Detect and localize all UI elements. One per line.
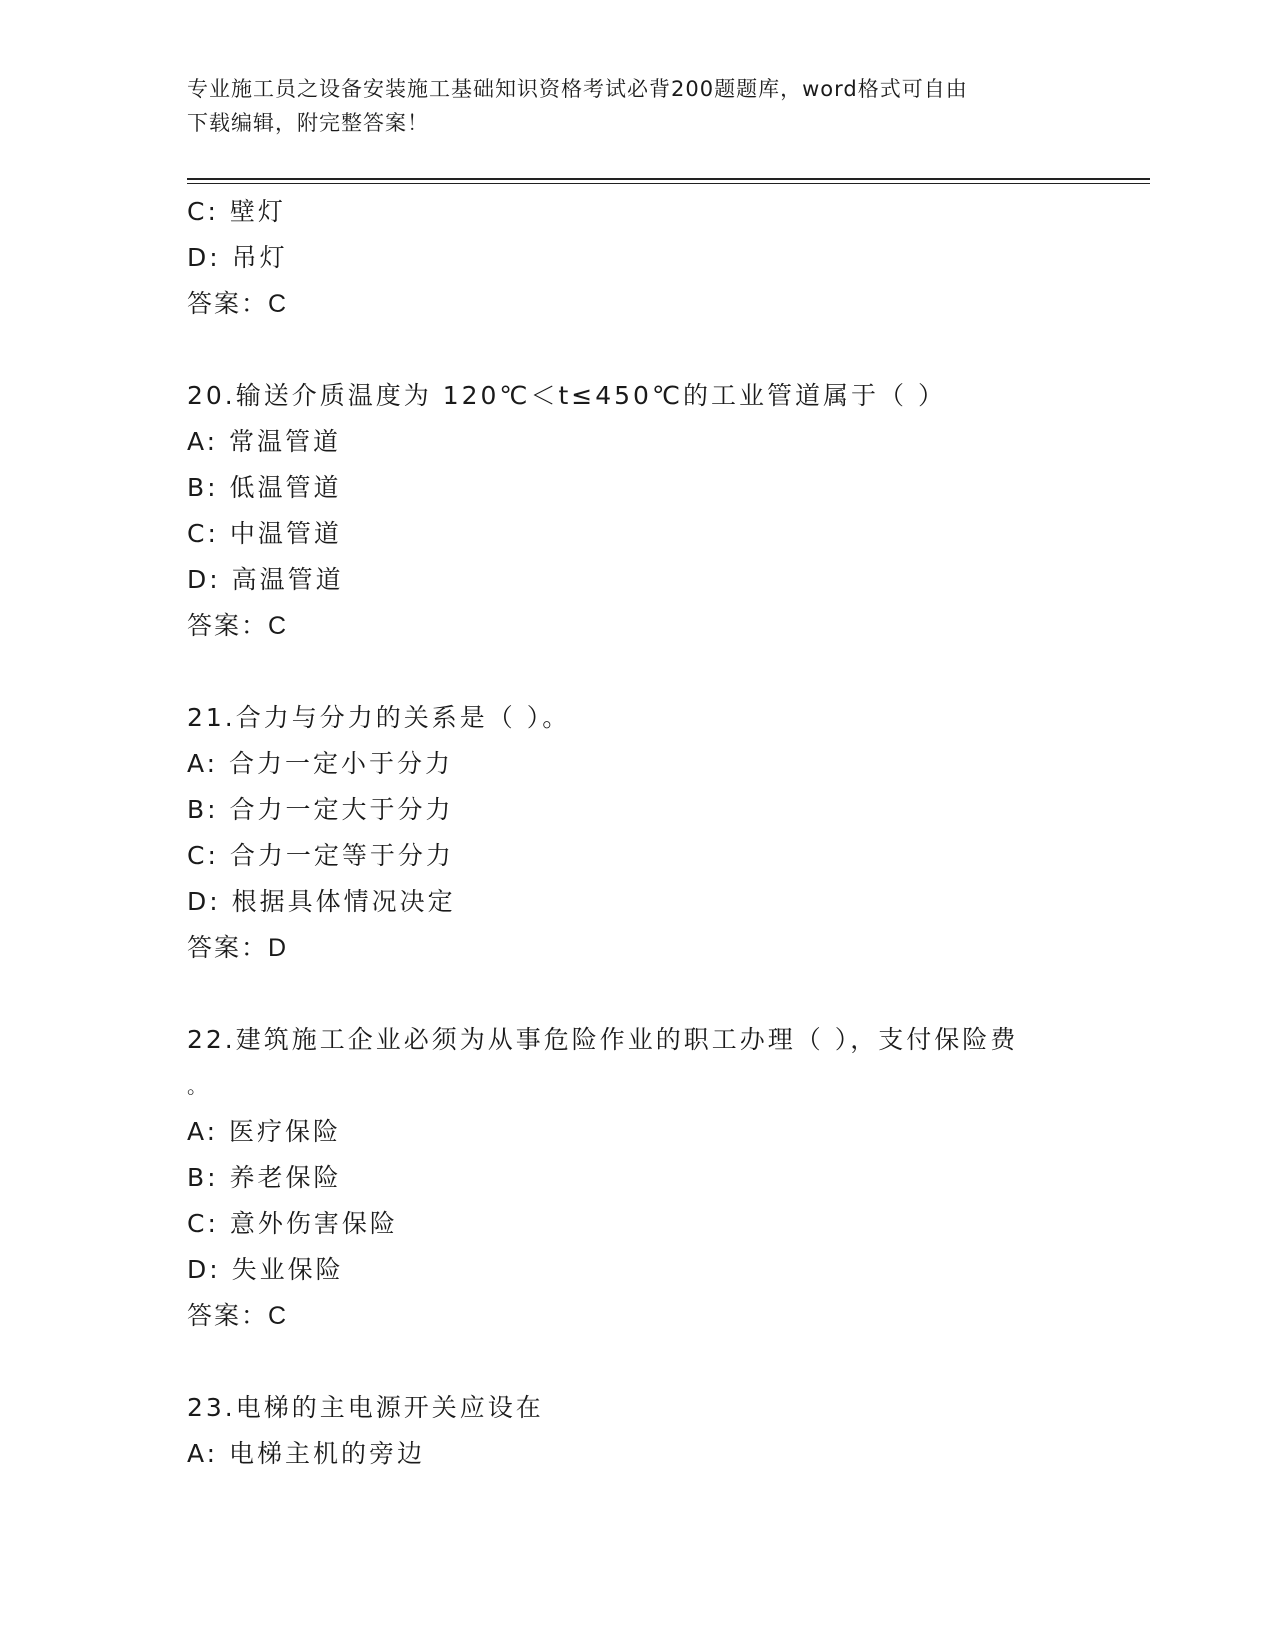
option-c: C: 壁灯 — [187, 197, 286, 226]
question-20 — [187, 373, 1147, 649]
option-b: B: 低温管道 — [187, 473, 342, 502]
question-22 — [187, 1017, 1147, 1339]
spacer — [187, 971, 1147, 1017]
spacer — [187, 1339, 1147, 1385]
option-a: A: 电梯主机的旁边 — [187, 1439, 426, 1468]
option-d: D: 根据具体情况决定 — [187, 887, 456, 916]
answer: 答案：C — [187, 612, 289, 640]
option-c: C: 意外伤害保险 — [187, 1209, 398, 1238]
question-19 — [187, 189, 1147, 327]
spacer — [187, 327, 1147, 373]
option-b: B: 合力一定大于分力 — [187, 795, 454, 824]
question-text-continued: 。 — [187, 1074, 210, 1098]
option-d: D: 高温管道 — [187, 565, 344, 594]
header-line-2: 下载编辑，附完整答案！ — [187, 111, 429, 135]
answer: 答案：D — [187, 934, 289, 962]
question-23 — [187, 1385, 1147, 1477]
option-a: A: 合力一定小于分力 — [187, 749, 454, 778]
question-list — [187, 189, 1147, 1477]
option-d: D: 吊灯 — [187, 243, 288, 272]
question-text: 22.建筑施工企业必须为从事危险作业的职工办理（ ），支付保险费 — [187, 1025, 1019, 1054]
answer: 答案：C — [187, 290, 289, 318]
option-a: A: 医疗保险 — [187, 1117, 342, 1146]
header-rule-thick — [187, 178, 1150, 180]
answer: 答案：C — [187, 1302, 289, 1330]
question-text: 23.电梯的主电源开关应设在 — [187, 1393, 544, 1422]
spacer — [187, 649, 1147, 695]
question-21 — [187, 695, 1147, 971]
question-text: 21.合力与分力的关系是（ ）。 — [187, 703, 571, 732]
question-text: 20.输送介质温度为 120℃＜t≤450℃的工业管道属于（ ） — [187, 381, 946, 410]
header-rule-thin — [187, 183, 1150, 184]
option-b: B: 养老保险 — [187, 1163, 342, 1192]
document-header — [187, 72, 1087, 140]
option-d: D: 失业保险 — [187, 1255, 344, 1284]
option-c: C: 中温管道 — [187, 519, 342, 548]
option-a: A: 常温管道 — [187, 427, 342, 456]
option-c: C: 合力一定等于分力 — [187, 841, 454, 870]
header-line-1: 专业施工员之设备安装施工基础知识资格考试必背200题题库，word格式可自由 — [187, 77, 968, 101]
